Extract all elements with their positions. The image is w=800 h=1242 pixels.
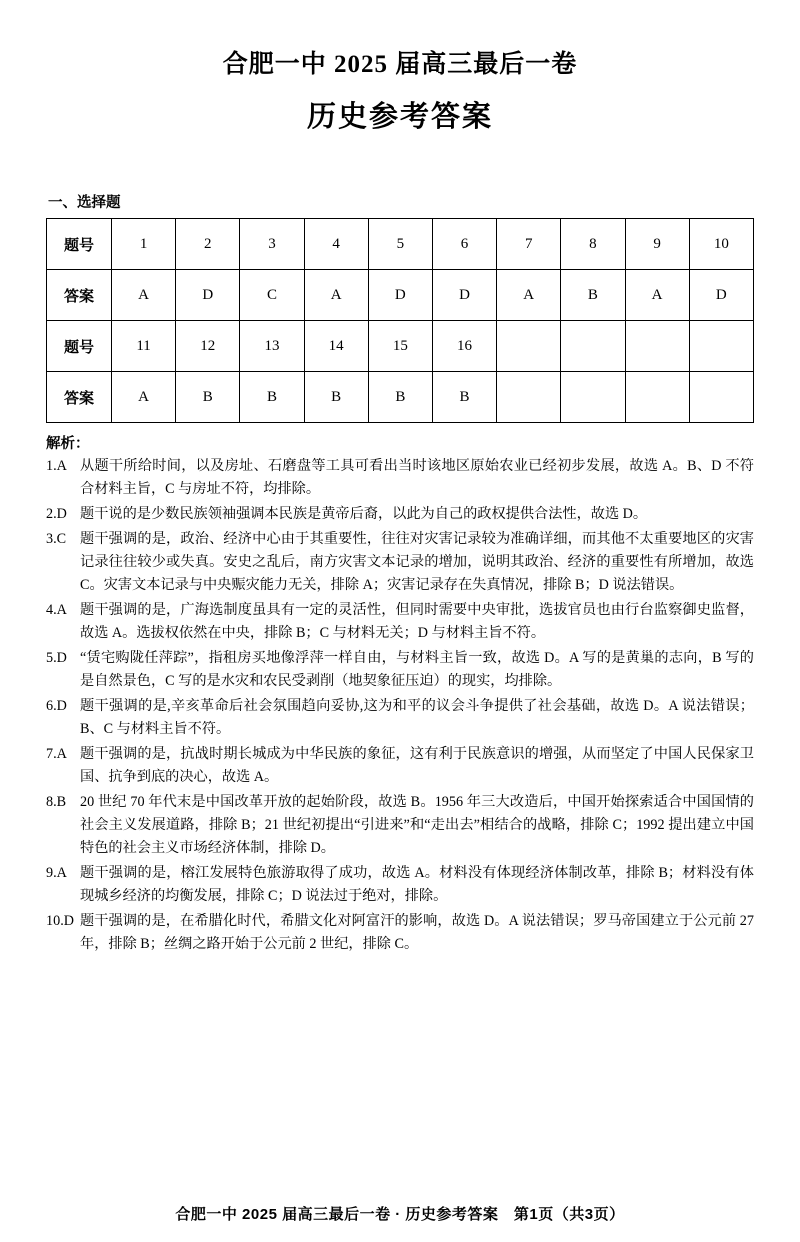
list-item <box>46 528 754 597</box>
table-cell-answer <box>561 372 625 423</box>
table-cell-answer: D <box>368 270 432 321</box>
table-cell-answer: B <box>561 270 625 321</box>
table-cell-answer: B <box>176 372 240 423</box>
analysis-item-number: 6.D <box>46 698 67 714</box>
table-cell-question-number: 13 <box>240 321 304 372</box>
table-cell-question-number: 5 <box>368 219 432 270</box>
row-label-answer: 答案 <box>47 372 112 423</box>
table-cell-answer: D <box>176 270 240 321</box>
table-cell-question-number: 11 <box>112 321 176 372</box>
section-heading-multiple-choice: 一、选择题 <box>48 195 121 211</box>
analysis-item-number: 2.D <box>46 506 67 522</box>
table-cell-answer: A <box>304 270 368 321</box>
table-cell-question-number: 14 <box>304 321 368 372</box>
table-cell-question-number <box>497 321 561 372</box>
table-cell-answer: B <box>368 372 432 423</box>
analysis-item-number: 7.A <box>46 746 67 762</box>
table-cell-question-number: 3 <box>240 219 304 270</box>
analysis-item-text: “赁宅购陇任萍踪”，指租房买地像浮萍一样自由，与材料主旨一致，故选 D。A 写的是黄巢的志向，B 写的是自然景色，C 写的是水灾和农民受剥削（地契象征压迫）的现实，均排除。 <box>80 650 754 689</box>
table-cell-question-number <box>561 321 625 372</box>
list-item <box>46 647 754 693</box>
table-cell-question-number: 1 <box>112 219 176 270</box>
list-item <box>46 743 754 789</box>
analysis-list <box>46 455 754 956</box>
analysis-item-text: 题干强调的是，在希腊化时代，希腊文化对阿富汗的影响，故选 D。A 说法错误；罗马帝国建立于公元前 27 年，排除 B；丝绸之路开始于公元前 2 世纪，排除 C。 <box>80 913 754 952</box>
row-label-answer: 答案 <box>47 270 112 321</box>
table-cell-answer <box>497 372 561 423</box>
analysis-item-number: 9.A <box>46 865 67 881</box>
table-cell-answer: A <box>112 372 176 423</box>
analysis-item-number: 5.D <box>46 650 67 666</box>
table-cell-answer: C <box>240 270 304 321</box>
row-label-question: 题号 <box>47 219 112 270</box>
list-item <box>46 695 754 741</box>
table-cell-question-number: 8 <box>561 219 625 270</box>
table-cell-question-number: 12 <box>176 321 240 372</box>
table-cell-answer: B <box>240 372 304 423</box>
table-cell-answer <box>689 372 753 423</box>
analysis-item-text: 题干强调的是，榕江发展特色旅游取得了成功，故选 A。材料没有体现经济体制改革，排除 B；材料没有体现城乡经济的均衡发展，排除 C；D 说法过于绝对，排除。 <box>80 865 754 904</box>
list-item <box>46 910 754 956</box>
analysis-item-text: 题干说的是少数民族领袖强调本民族是黄帝后裔，以此为自己的政权提供合法性，故选 D。 <box>80 506 648 522</box>
table-cell-question-number: 6 <box>432 219 496 270</box>
page-footer: 合肥一中 2025 届高三最后一卷 · 历史参考答案 第1页（共3页） <box>175 1206 625 1223</box>
row-label-question: 题号 <box>47 321 112 372</box>
analysis-item-number: 10.D <box>46 913 74 929</box>
table-row-question-numbers-1 <box>47 219 754 270</box>
table-cell-question-number: 15 <box>368 321 432 372</box>
table-cell-answer: A <box>625 270 689 321</box>
analysis-item-number: 4.A <box>46 602 67 618</box>
table-cell-answer: A <box>112 270 176 321</box>
analysis-label: 解析： <box>46 436 90 452</box>
table-cell-answer: B <box>304 372 368 423</box>
analysis-item-number: 3.C <box>46 531 67 547</box>
table-cell-question-number: 7 <box>497 219 561 270</box>
list-item <box>46 862 754 908</box>
list-item <box>46 455 754 501</box>
table-cell-question-number: 10 <box>689 219 753 270</box>
table-cell-answer: D <box>432 270 496 321</box>
analysis-item-text: 题干强调的是，政治、经济中心由于其重要性，往往对灾害记录较为准确详细，而其他不太重要地区的灾害记录往往较少或失真。安史之乱后，南方灾害文本记录的增加，说明其政治、经济的重要性有所增加，故选 C。灾害文本记录与中央赈灾能力无关，排除 A；灾害记录存在失真情况，排除 B；D 说法错误。 <box>80 531 754 593</box>
page-title: 合肥一中 2025 届高三最后一卷 <box>222 51 578 78</box>
table-row-answers-2 <box>47 372 754 423</box>
table-cell-answer: D <box>689 270 753 321</box>
table-cell-question-number: 2 <box>176 219 240 270</box>
table-cell-answer <box>625 372 689 423</box>
list-item <box>46 599 754 645</box>
table-cell-question-number <box>625 321 689 372</box>
table-row-answers-1 <box>47 270 754 321</box>
analysis-item-number: 8.B <box>46 794 67 810</box>
list-item <box>46 791 754 860</box>
list-item <box>46 503 754 526</box>
analysis-item-number: 1.A <box>46 458 67 474</box>
answer-table <box>46 218 754 423</box>
table-cell-answer: A <box>497 270 561 321</box>
table-cell-question-number: 4 <box>304 219 368 270</box>
page-subtitle: 历史参考答案 <box>306 101 493 133</box>
analysis-item-text: 从题干所给时间，以及房址、石磨盘等工具可看出当时该地区原始农业已经初步发展，故选 A。B、D 不符合材料主旨，C 与房址不符，均排除。 <box>80 458 754 497</box>
table-row-question-numbers-2 <box>47 321 754 372</box>
table-cell-question-number <box>689 321 753 372</box>
table-cell-question-number: 9 <box>625 219 689 270</box>
table-cell-answer: B <box>432 372 496 423</box>
table-cell-question-number: 16 <box>432 321 496 372</box>
analysis-item-text: 20 世纪 70 年代末是中国改革开放的起始阶段，故选 B。1956 年三大改造后，中国开始探索适合中国国情的社会主义发展道路，排除 B；21 世纪初提出“引进来”和“走出去”相结合的战略，排除 C；1992 提出建立中国特色的社会主义市场经济体制，排除 D。 <box>80 794 754 856</box>
analysis-item-text: 题干强调的是,辛亥革命后社会氛围趋向妥协,这为和平的议会斗争提供了社会基础，故选 D。A 说法错误；B、C 与材料主旨不符。 <box>80 698 754 737</box>
analysis-item-text: 题干强调的是，抗战时期长城成为中华民族的象征，这有利于民族意识的增强，从而坚定了中国人民保家卫国、抗争到底的决心，故选 A。 <box>80 746 754 785</box>
analysis-item-text: 题干强调的是，广海选制度虽具有一定的灵活性，但同时需要中央审批，选拔官员也由行台监察御史监督，故选 A。选拔权依然在中央，排除 B；C 与材料无关；D 与材料主旨不符。 <box>80 602 754 641</box>
